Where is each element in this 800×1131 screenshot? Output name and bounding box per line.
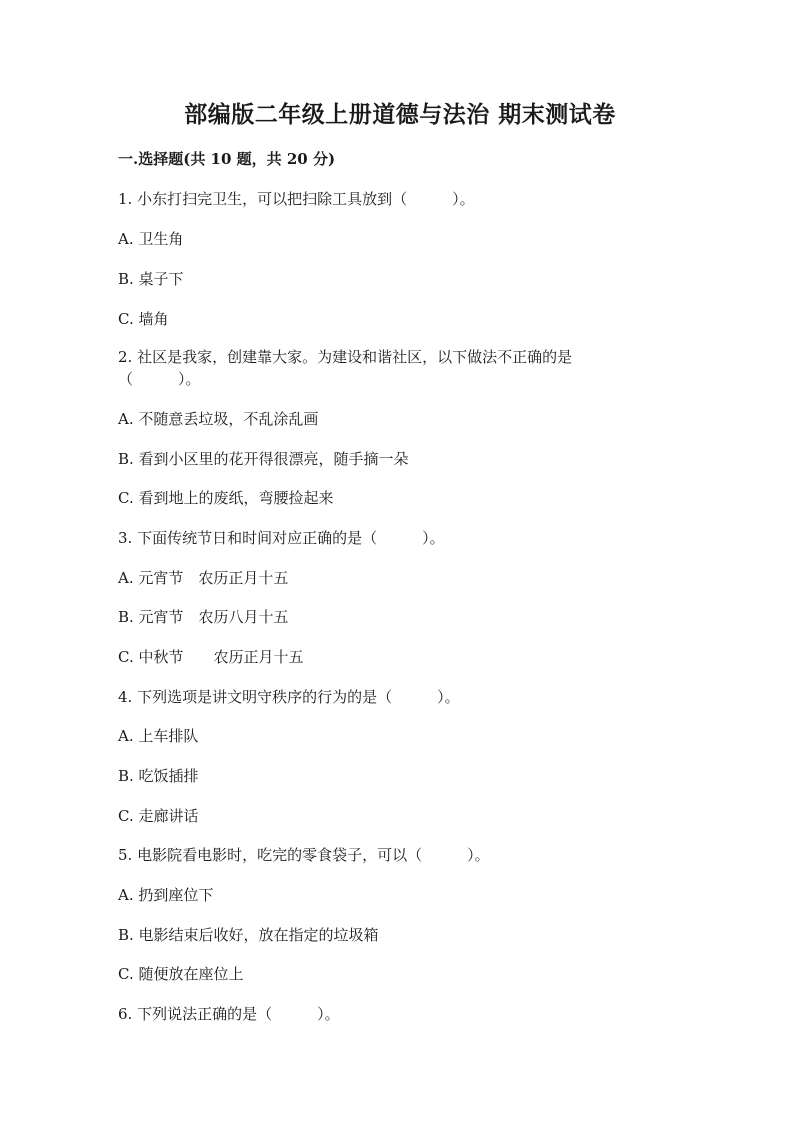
section-heading: 一.选择题(共 10 题，共 20 分) [118,150,336,168]
question-2-stem: 2. 社区是我家，创建靠大家。为建设和谐社区，以下做法不正确的是 [118,348,573,366]
question-4-option-c: C. 走廊讲话 [118,807,199,825]
question-1-option-c: C. 墙角 [118,310,169,328]
question-5-option-c: C. 随便放在座位上 [118,965,244,983]
question-5-option-b: B. 电影结束后收好，放在指定的垃圾箱 [118,926,379,944]
question-2-stem-continued: （ ）。 [118,370,201,388]
page-title: 部编版二年级上册道德与法治 期末测试卷 [184,101,616,128]
question-4-option-b: B. 吃饭插排 [118,767,199,785]
question-5-option-a: A. 扔到座位下 [118,886,214,904]
question-4-option-a: A. 上车排队 [118,727,199,745]
question-4-stem: 4. 下列选项是讲文明守秩序的行为的是（ ）。 [118,688,460,706]
question-1-option-a: A. 卫生角 [118,230,184,248]
question-6-stem: 6. 下列说法正确的是（ ）。 [118,1005,340,1023]
question-3-option-c: C. 中秋节 农历正月十五 [118,648,304,666]
question-2-option-b: B. 看到小区里的花开得很漂亮，随手摘一朵 [118,450,409,468]
question-1-stem: 1. 小东打扫完卫生，可以把扫除工具放到（ ）。 [118,190,475,208]
question-1-option-b: B. 桌子下 [118,270,184,288]
question-3-stem: 3. 下面传统节日和时间对应正确的是（ ）。 [118,529,445,547]
question-3-option-a: A. 元宵节 农历正月十五 [118,569,289,587]
question-5-stem: 5. 电影院看电影时，吃完的零食袋子，可以（ ）。 [118,846,490,864]
question-2-option-a: A. 不随意丢垃圾，不乱涂乱画 [118,410,319,428]
question-3-option-b: B. 元宵节 农历八月十五 [118,608,289,626]
question-2-option-c: C. 看到地上的废纸，弯腰捡起来 [118,489,334,507]
